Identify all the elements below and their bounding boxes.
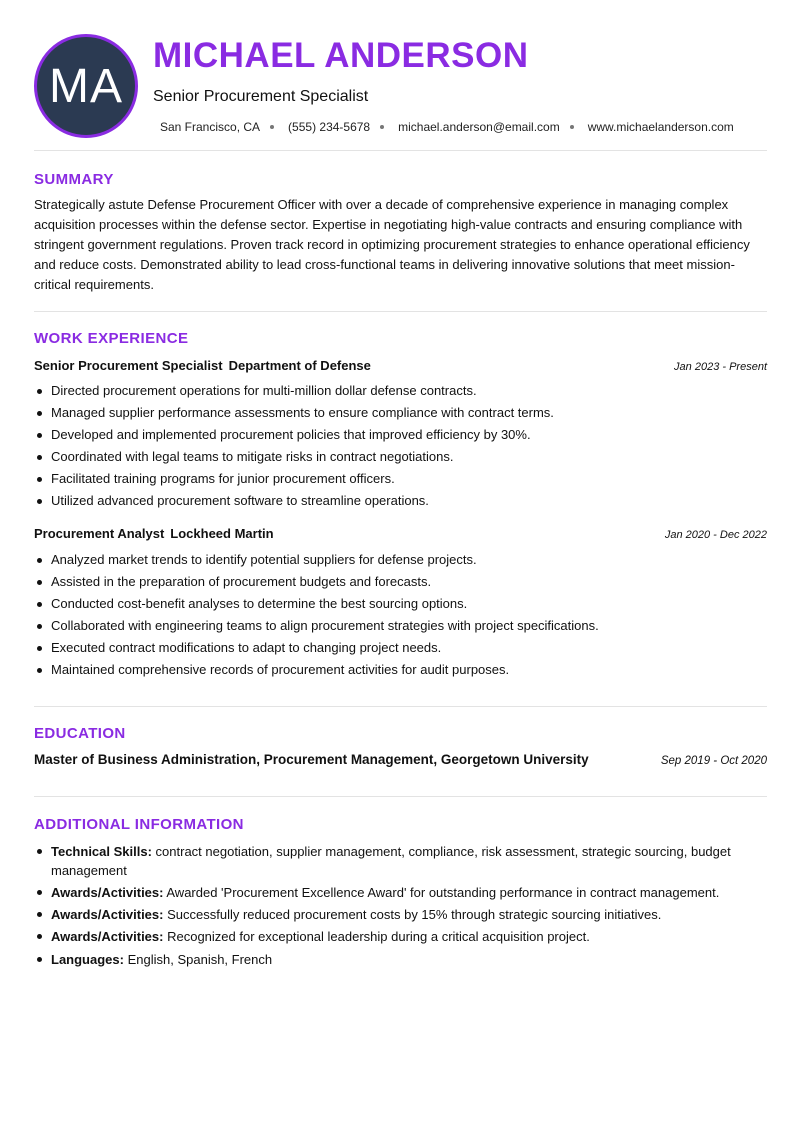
job-header xyxy=(34,526,767,544)
candidate-role: Senior Procurement Specialist xyxy=(153,88,369,105)
summary-text: Strategically astute Defense Procurement Officer with over a decade of comprehensive experience in managing complex acquisition processes within the defense sector. Expertise in negotiating high-value contracts and ensuring compliance with stringent government regulations. Proven track record in optimizing procurement strategies to enhance operational efficiency and reduce costs. Demonstrated ability to lead cross-functional teams in delivering innovative solutions that meet mission-critical requirements. xyxy=(34,197,750,292)
info-text: Recognized for exceptional leadership during a critical acquisition project. xyxy=(167,929,590,944)
info-label: Awards/Activities: xyxy=(51,885,164,900)
contact-location: San Francisco, CA xyxy=(160,120,261,134)
education-entry xyxy=(34,752,767,767)
job-bullets xyxy=(34,380,767,512)
list-item: Directed procurement operations for multi-million dollar defense contracts. xyxy=(34,380,767,402)
list-item: Maintained comprehensive records of procurement activities for audit purposes. xyxy=(34,659,767,681)
section-title-additional: ADDITIONAL INFORMATION xyxy=(34,816,244,833)
list-item xyxy=(34,842,767,880)
info-label: Awards/Activities: xyxy=(51,907,164,922)
info-text: Awarded 'Procurement Excellence Award' for outstanding performance in contract management. xyxy=(166,885,720,900)
avatar-initials: MA xyxy=(49,59,123,113)
list-item: Developed and implemented procurement policies that improved efficiency by 30%. xyxy=(34,424,767,446)
info-text: English, Spanish, French xyxy=(127,952,273,967)
job-dates: Jan 2023 - Present xyxy=(674,361,767,373)
list-item: Utilized advanced procurement software to streamline operations. xyxy=(34,490,767,512)
education-degree: Master of Business Administration, Procurement Management, Georgetown University xyxy=(34,752,589,767)
list-item: Managed supplier performance assessments to ensure compliance with contract terms. xyxy=(34,402,767,424)
contact-bar xyxy=(160,120,734,134)
separator-dot xyxy=(570,125,574,129)
job-company: Lockheed Martin xyxy=(170,526,274,541)
education-dates: Sep 2019 - Oct 2020 xyxy=(660,755,767,767)
candidate-name: MICHAEL ANDERSON xyxy=(153,36,529,75)
divider xyxy=(34,796,767,797)
separator-dot xyxy=(380,125,384,129)
job-position: Procurement Analyst xyxy=(34,526,165,541)
info-text: Successfully reduced procurement costs by 15% through strategic sourcing initiatives. xyxy=(167,907,662,922)
info-label: Technical Skills: xyxy=(51,844,152,859)
list-item: Executed contract modifications to adapt to changing project needs. xyxy=(34,637,767,659)
list-item: Coordinated with legal teams to mitigate risks in contract negotiations. xyxy=(34,446,767,468)
avatar xyxy=(34,34,138,138)
divider xyxy=(34,706,767,707)
contact-email: michael.anderson@email.com xyxy=(398,120,560,134)
job-bullets xyxy=(34,549,767,681)
additional-info-list xyxy=(34,842,767,972)
job-company: Department of Defense xyxy=(228,358,371,373)
info-label: Awards/Activities: xyxy=(51,929,164,944)
divider xyxy=(34,311,767,312)
job-dates: Jan 2020 - Dec 2022 xyxy=(664,529,767,541)
list-item: Collaborated with engineering teams to align procurement strategies with project specifications. xyxy=(34,615,767,637)
section-title-experience: WORK EXPERIENCE xyxy=(34,330,189,347)
list-item xyxy=(34,905,767,924)
divider xyxy=(34,150,767,151)
list-item: Analyzed market trends to identify potential suppliers for defense projects. xyxy=(34,549,767,571)
list-item xyxy=(34,883,767,902)
contact-website: www.michaelanderson.com xyxy=(587,120,734,134)
section-title-summary: SUMMARY xyxy=(34,171,114,188)
list-item: Facilitated training programs for junior procurement officers. xyxy=(34,468,767,490)
list-item xyxy=(34,950,767,969)
section-title-education: EDUCATION xyxy=(34,725,126,742)
job-header xyxy=(34,358,767,376)
job-position: Senior Procurement Specialist xyxy=(34,358,223,373)
job-title-line xyxy=(34,526,274,541)
list-item: Conducted cost-benefit analyses to determine the best sourcing options. xyxy=(34,593,767,615)
info-label: Languages: xyxy=(51,952,124,967)
separator-dot xyxy=(270,125,274,129)
job-title-line xyxy=(34,358,371,373)
contact-phone: (555) 234-5678 xyxy=(288,120,371,134)
list-item: Assisted in the preparation of procurement budgets and forecasts. xyxy=(34,571,767,593)
info-text: contract negotiation, supplier management, compliance, risk assessment, strategic sourcing, budget management xyxy=(51,844,731,878)
list-item xyxy=(34,927,767,946)
